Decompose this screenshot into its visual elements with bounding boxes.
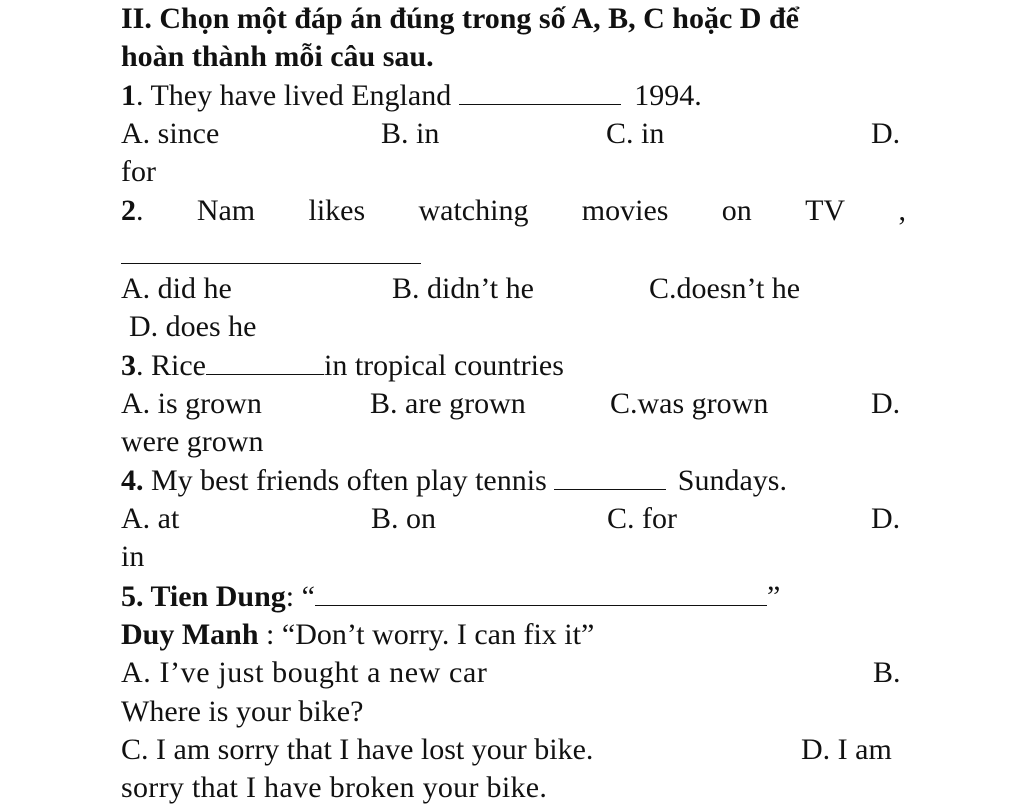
question-text: . They have lived England xyxy=(136,79,452,112)
option-c: C.doesn’t he xyxy=(649,272,801,305)
option-d: D. xyxy=(871,387,901,420)
option-b: B. on xyxy=(371,502,437,535)
option-b: B. didn’t he xyxy=(392,272,534,305)
question-number: 4. xyxy=(121,464,144,497)
quote-close: ” xyxy=(766,580,781,613)
option-d-continued: for xyxy=(121,155,156,188)
question-text-end: Sundays. xyxy=(677,464,787,497)
question-word: . xyxy=(136,194,144,227)
option-d-continued: sorry that I have broken your bike. xyxy=(121,771,548,804)
question-4 xyxy=(121,462,787,500)
question-word: movies xyxy=(581,194,669,227)
option-c: C. for xyxy=(607,502,677,535)
option-b-continued: Where is your bike? xyxy=(121,695,364,728)
option-d: D. xyxy=(871,502,901,535)
answer-blank xyxy=(315,579,767,606)
question-text: My best friends often play tennis xyxy=(143,464,547,497)
option-b: B. are grown xyxy=(370,387,526,420)
option-c: C. in xyxy=(606,117,665,150)
question-text-end: 1994. xyxy=(634,79,702,112)
option-c: C.was grown xyxy=(610,387,769,420)
question-word: TV xyxy=(805,194,846,227)
quote-open: : “ xyxy=(285,580,315,613)
answer-blank xyxy=(554,463,666,490)
option-a: A. at xyxy=(121,502,180,535)
question-2 xyxy=(121,192,906,230)
option-a: A. I’ve just bought a new car xyxy=(121,656,488,689)
option-d: D. does he xyxy=(129,310,257,343)
question-word: on xyxy=(721,194,752,227)
option-d: D. xyxy=(871,117,901,150)
option-a: A. is grown xyxy=(121,387,262,420)
option-c: C. I am sorry that I have lost your bike. xyxy=(121,733,594,766)
option-d-continued: in xyxy=(121,540,145,573)
question-word: watching xyxy=(418,194,529,227)
answer-blank xyxy=(459,78,621,105)
option-d: D. I am xyxy=(801,733,892,766)
section-heading-line1: II. Chọn một đáp án đúng trong số A, B, C hoặc D để xyxy=(121,2,799,35)
option-b: B. in xyxy=(381,117,440,150)
question-number: 1 xyxy=(121,79,136,112)
question-word: Nam xyxy=(196,194,256,227)
question-word: likes xyxy=(308,194,366,227)
answer-blank xyxy=(121,263,421,264)
question-3 xyxy=(121,347,564,385)
option-b: B. xyxy=(873,656,901,689)
reply-speaker: Duy Manh xyxy=(121,618,259,651)
reply-line xyxy=(121,616,594,654)
option-d-continued: were grown xyxy=(121,425,264,458)
question-word: , xyxy=(898,194,906,227)
question-number: 3 xyxy=(121,349,136,382)
question-5 xyxy=(121,578,780,616)
question-number: 2 xyxy=(121,194,136,227)
question-text-end: in tropical countries xyxy=(323,349,564,382)
question-1 xyxy=(121,77,702,115)
question-text: . Rice xyxy=(136,349,206,382)
speaker-name: 5. Tien Dung xyxy=(121,580,286,613)
option-a: A. did he xyxy=(121,272,232,305)
reply-text: : “Don’t worry. I can fix it” xyxy=(258,618,595,651)
option-a: A. since xyxy=(121,117,220,150)
section-heading-line2: hoàn thành mỗi câu sau. xyxy=(121,40,434,73)
answer-blank xyxy=(206,348,324,375)
